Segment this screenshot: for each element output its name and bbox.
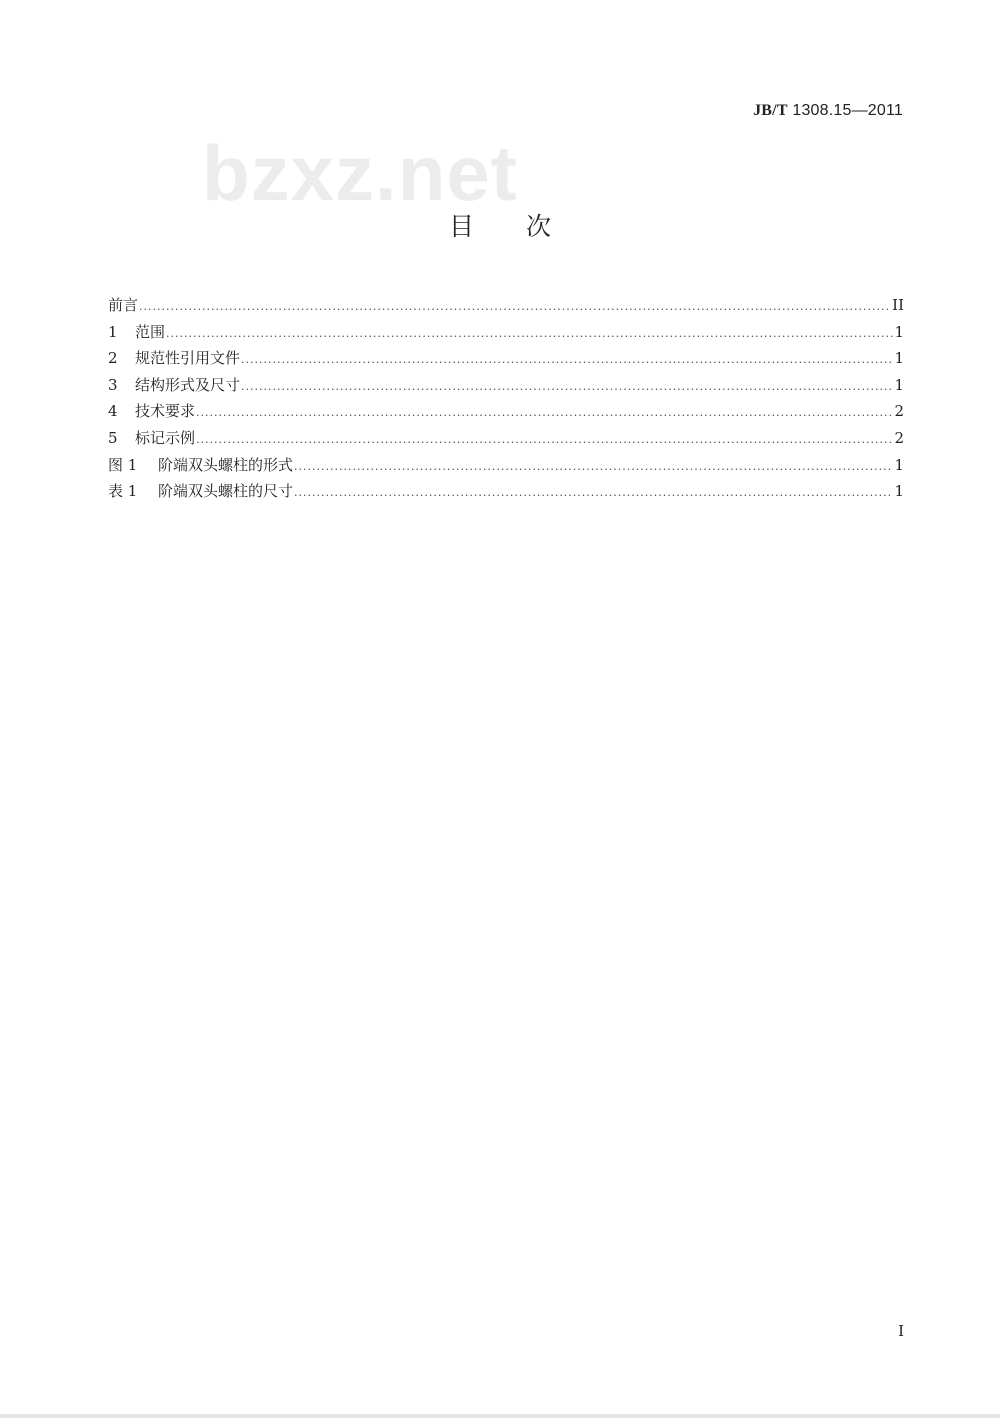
toc-entry-label: 标记示例 — [135, 428, 196, 447]
toc-entry-label: 技术要求 — [135, 402, 196, 421]
dot-leader — [196, 400, 893, 426]
page-number: I — [898, 1322, 904, 1340]
toc-entry-scope[interactable] — [108, 319, 904, 346]
toc-entry-page: 1 — [894, 482, 904, 501]
toc-entry-technical-requirements[interactable] — [108, 398, 904, 425]
page-bottom-edge — [0, 1414, 1000, 1418]
dot-leader — [166, 321, 893, 347]
toc-entry-foreword[interactable] — [108, 292, 904, 319]
toc-title-char-2: 次 — [526, 212, 552, 241]
dot-leader — [294, 480, 893, 506]
toc-entry-page: 1 — [894, 322, 904, 341]
toc-entry-table-1[interactable] — [108, 478, 904, 505]
toc-entry-number: 5 — [108, 428, 118, 447]
toc-entry-label: 结构形式及尺寸 — [135, 375, 241, 394]
toc-title-char-1: 目 — [448, 212, 474, 241]
dot-leader — [294, 454, 893, 480]
toc-entry-label: 前言 — [108, 296, 139, 314]
table-of-contents — [108, 292, 904, 505]
toc-entry-page: 1 — [894, 349, 904, 368]
standard-code — [753, 102, 903, 120]
toc-entry-number: 1 — [108, 322, 118, 341]
toc-entry-number: 4 — [108, 402, 118, 421]
toc-entry-label: 规范性引用文件 — [135, 349, 241, 368]
toc-title — [0, 207, 1000, 243]
toc-entry-number: 3 — [108, 375, 118, 394]
dot-leader — [241, 374, 893, 400]
toc-entry-page: 1 — [894, 455, 904, 474]
toc-entry-figure-1[interactable] — [108, 452, 904, 479]
toc-entry-label: 范围 — [135, 322, 166, 341]
toc-entry-page: 1 — [894, 375, 904, 394]
toc-entry-label: 阶端双头螺柱的形式 — [158, 455, 294, 474]
watermark: bzxz.net — [202, 129, 518, 217]
dot-leader — [139, 294, 891, 320]
toc-entry-page: 2 — [894, 428, 904, 447]
dot-leader — [241, 347, 893, 373]
toc-entry-number: 图 1 — [108, 455, 138, 474]
standard-code-number: 1308.15—2011 — [787, 102, 903, 119]
standard-code-prefix: JB/T — [753, 102, 788, 119]
dot-leader — [196, 427, 893, 453]
toc-entry-structure-dimensions[interactable] — [108, 372, 904, 399]
toc-entry-number: 2 — [108, 349, 118, 368]
toc-entry-normative-references[interactable] — [108, 345, 904, 372]
toc-entry-label: 阶端双头螺柱的尺寸 — [158, 482, 294, 501]
toc-entry-number: 表 1 — [108, 482, 138, 501]
toc-entry-marking-example[interactable] — [108, 425, 904, 452]
toc-entry-page: II — [892, 296, 904, 314]
toc-entry-page: 2 — [894, 402, 904, 421]
